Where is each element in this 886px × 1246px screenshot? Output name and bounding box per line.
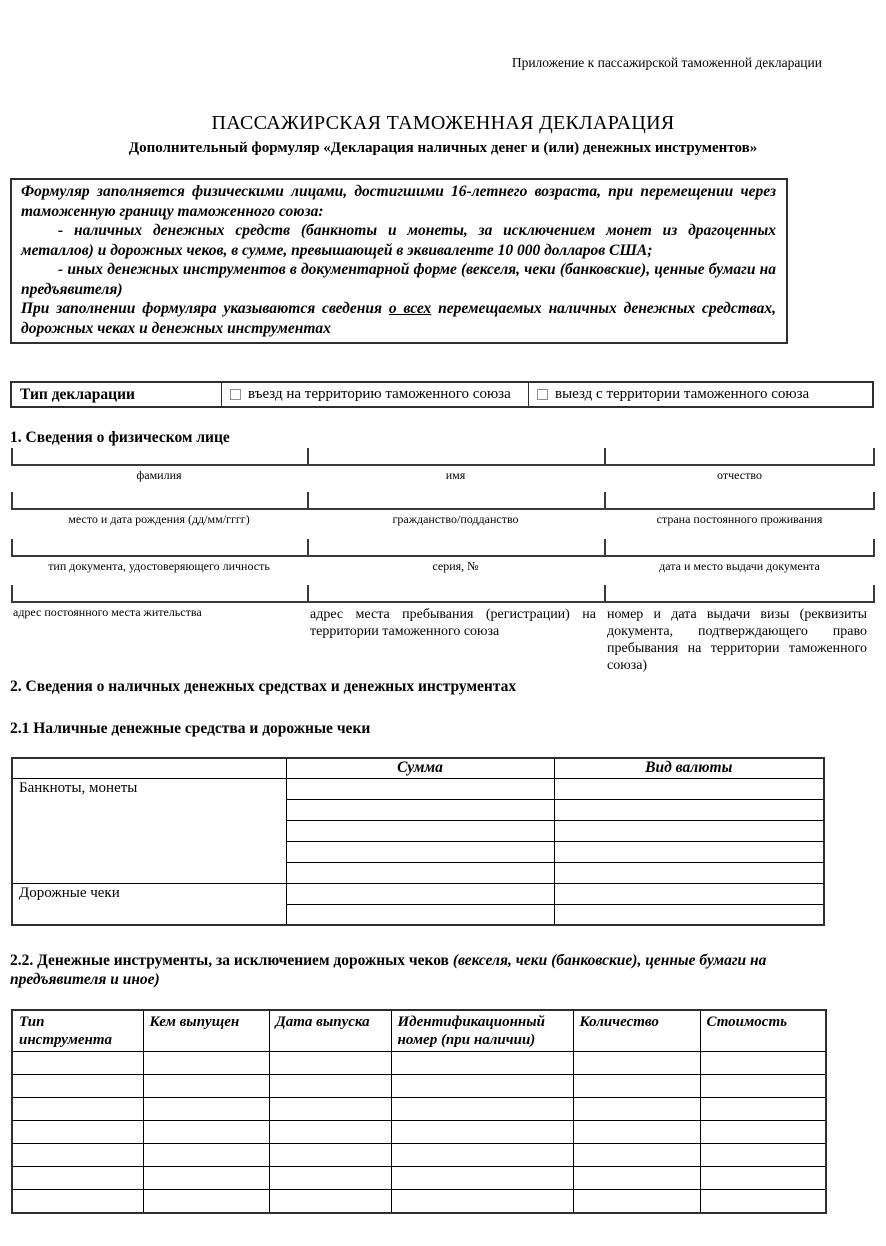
birth-citizenship-labels-row bbox=[11, 510, 875, 526]
table-row bbox=[12, 1190, 826, 1213]
residence-country-field[interactable] bbox=[604, 492, 875, 508]
declaration-type-row bbox=[10, 381, 874, 408]
identification-number-header: Идентификационный номер (при наличии) bbox=[391, 1010, 573, 1052]
citizenship-field[interactable] bbox=[307, 492, 604, 508]
cash-table-corner-cell bbox=[12, 758, 286, 778]
entry-checkbox[interactable] bbox=[230, 389, 241, 400]
table-row bbox=[12, 1167, 826, 1190]
checks-sum-cell[interactable] bbox=[286, 904, 554, 925]
instrument-cell[interactable] bbox=[700, 1075, 826, 1098]
stay-address-field[interactable] bbox=[307, 585, 604, 601]
banknotes-currency-cell[interactable] bbox=[554, 799, 824, 820]
instrument-cell[interactable] bbox=[573, 1121, 700, 1144]
instrument-cell[interactable] bbox=[12, 1121, 143, 1144]
instrument-cell[interactable] bbox=[391, 1052, 573, 1075]
currency-column-header: Вид валюты bbox=[554, 758, 824, 778]
intro-item-instruments: - иных денежных инструментов в документарной форме (векселя, чеки (банковские), ценные бумаги на предъявителя) bbox=[21, 261, 776, 298]
series-number-field[interactable] bbox=[307, 539, 604, 555]
checks-currency-cell[interactable] bbox=[554, 904, 824, 925]
instrument-cell[interactable] bbox=[12, 1075, 143, 1098]
document-labels-row bbox=[11, 557, 875, 573]
banknotes-sum-cell[interactable] bbox=[286, 820, 554, 841]
section1-heading: 1. Сведения о физическом лице bbox=[10, 429, 230, 446]
banknotes-currency-cell[interactable] bbox=[554, 862, 824, 883]
table-row bbox=[12, 883, 824, 904]
patronymic-label: отчество bbox=[717, 468, 762, 482]
checks-currency-cell[interactable] bbox=[554, 883, 824, 904]
id-document-type-field[interactable] bbox=[11, 539, 307, 555]
instrument-cell[interactable] bbox=[143, 1052, 269, 1075]
table-row bbox=[12, 778, 824, 799]
entry-option-cell[interactable] bbox=[221, 383, 528, 406]
instrument-cell[interactable] bbox=[700, 1121, 826, 1144]
address-fields-row bbox=[11, 585, 875, 603]
exit-option-cell[interactable] bbox=[528, 383, 872, 406]
instrument-cell[interactable] bbox=[573, 1052, 700, 1075]
address-labels-row bbox=[11, 603, 875, 674]
instrument-cell[interactable] bbox=[573, 1075, 700, 1098]
banknotes-sum-cell[interactable] bbox=[286, 778, 554, 799]
cash-table-header-row bbox=[12, 758, 824, 778]
instrument-cell[interactable] bbox=[269, 1052, 391, 1075]
table-row bbox=[12, 1121, 826, 1144]
page-subtitle: Дополнительный формуляр «Декларация наличных денег и (или) денежных инструментов» bbox=[128, 140, 758, 156]
permanent-address-field[interactable] bbox=[11, 585, 307, 601]
instrument-cell[interactable] bbox=[391, 1190, 573, 1213]
banknotes-sum-cell[interactable] bbox=[286, 799, 554, 820]
intro-item-cash: - наличных денежных средств (банкноты и монеты, за исключением монет из драгоценных металлов) и дорожных чеков, в сумме, превышающей в эквиваленте 10 000 долларов США; bbox=[21, 222, 776, 259]
instrument-cell[interactable] bbox=[700, 1167, 826, 1190]
instrument-cell[interactable] bbox=[700, 1190, 826, 1213]
instrument-cell[interactable] bbox=[269, 1190, 391, 1213]
table-row bbox=[12, 1075, 826, 1098]
instrument-cell[interactable] bbox=[143, 1144, 269, 1167]
banknotes-sum-cell[interactable] bbox=[286, 841, 554, 862]
document-fields-row bbox=[11, 539, 875, 557]
intro-paragraph-2: При заполнении формуляра указываются сведения о всех перемещаемых наличных денежных средствах, дорожных чеках и денежных инструментах bbox=[21, 300, 776, 337]
instrument-cell[interactable] bbox=[573, 1098, 700, 1121]
citizenship-label: гражданство/подданство bbox=[392, 512, 519, 526]
sum-column-header: Сумма bbox=[286, 758, 554, 778]
section21-heading: 2.1 Наличные денежные средства и дорожные чеки bbox=[10, 720, 371, 737]
quantity-header: Количество bbox=[573, 1010, 700, 1052]
instrument-cell[interactable] bbox=[143, 1098, 269, 1121]
instrument-cell[interactable] bbox=[143, 1075, 269, 1098]
table-row bbox=[12, 1052, 826, 1075]
instrument-cell[interactable] bbox=[143, 1121, 269, 1144]
series-number-label: серия, № bbox=[432, 559, 479, 573]
instrument-cell[interactable] bbox=[12, 1098, 143, 1121]
permanent-address-label: адрес постоянного места жительства bbox=[13, 605, 202, 619]
instrument-cell[interactable] bbox=[143, 1167, 269, 1190]
cash-and-checks-table bbox=[11, 757, 825, 926]
exit-option-label: выезд с территории таможенного союза bbox=[555, 386, 810, 402]
checks-sum-cell[interactable] bbox=[286, 883, 554, 904]
banknotes-currency-cell[interactable] bbox=[554, 841, 824, 862]
instrument-cell[interactable] bbox=[391, 1121, 573, 1144]
birth-citizenship-fields-row bbox=[11, 492, 875, 510]
instrument-cell[interactable] bbox=[269, 1167, 391, 1190]
page-title: ПАССАЖИРСКАЯ ТАМОЖЕННАЯ ДЕКЛАРАЦИЯ bbox=[211, 112, 675, 134]
instrument-cell[interactable] bbox=[269, 1121, 391, 1144]
all-underlined-text: о всех bbox=[388, 300, 432, 317]
annex-note: Приложение к пассажирской таможенной декларации bbox=[511, 55, 822, 70]
banknotes-currency-cell[interactable] bbox=[554, 820, 824, 841]
instrument-cell[interactable] bbox=[573, 1144, 700, 1167]
instrument-cell[interactable] bbox=[269, 1098, 391, 1121]
name-labels-row bbox=[11, 466, 875, 482]
section22-heading: 2.2. Денежные инструменты, за исключением дорожных чеков (векселя, чеки (банковские), ценные бумаги на предъявителя и иное) bbox=[10, 952, 767, 988]
banknotes-row-label: Банкноты, монеты bbox=[12, 778, 286, 883]
travel-checks-row-label: Дорожные чеки bbox=[12, 883, 286, 925]
instrument-cell[interactable] bbox=[391, 1098, 573, 1121]
instrument-cell[interactable] bbox=[12, 1190, 143, 1213]
name-fields-row bbox=[11, 448, 875, 466]
firstname-field[interactable] bbox=[307, 448, 604, 464]
instruments-header-row bbox=[12, 1010, 826, 1052]
patronymic-field[interactable] bbox=[604, 448, 875, 464]
instrument-cell[interactable] bbox=[573, 1167, 700, 1190]
banknotes-sum-cell[interactable] bbox=[286, 862, 554, 883]
monetary-instruments-table bbox=[11, 1009, 827, 1214]
intro-paragraph-1: Формуляр заполняется физическими лицами, достигшими 16-летнего возраста, при перемещении через таможенную границу таможенного союза: bbox=[21, 183, 776, 220]
instrument-cell[interactable] bbox=[700, 1098, 826, 1121]
entry-option-label: въезд на территорию таможенного союза bbox=[248, 386, 511, 402]
intro-box bbox=[10, 178, 788, 344]
banknotes-currency-cell[interactable] bbox=[554, 778, 824, 799]
birth-place-date-field[interactable] bbox=[11, 492, 307, 508]
instrument-cell[interactable] bbox=[391, 1167, 573, 1190]
instrument-type-header: Тип инструмента bbox=[12, 1010, 143, 1052]
instrument-cell[interactable] bbox=[391, 1144, 573, 1167]
instrument-cell[interactable] bbox=[700, 1052, 826, 1075]
issue-date-place-field[interactable] bbox=[604, 539, 875, 555]
table-row bbox=[12, 1098, 826, 1121]
section22-heading-italic: (векселя, чеки (банковские), ценные бумаги на предъявителя и иное) bbox=[10, 952, 767, 988]
instrument-cell[interactable] bbox=[269, 1075, 391, 1098]
instrument-cell[interactable] bbox=[12, 1167, 143, 1190]
section2-heading: 2. Сведения о наличных денежных средствах и денежных инструментах bbox=[10, 678, 517, 695]
table-row bbox=[12, 1144, 826, 1167]
instrument-cell[interactable] bbox=[700, 1144, 826, 1167]
instrument-cell[interactable] bbox=[12, 1052, 143, 1075]
surname-label: фамилия bbox=[136, 468, 182, 482]
id-document-type-label: тип документа, удостоверяющего личность bbox=[48, 559, 270, 573]
birth-place-date-label: место и дата рождения (дд/мм/гггг) bbox=[68, 512, 250, 526]
instrument-cell[interactable] bbox=[12, 1144, 143, 1167]
instrument-cell[interactable] bbox=[391, 1075, 573, 1098]
issued-by-header: Кем выпущен bbox=[143, 1010, 269, 1052]
issue-date-place-label: дата и место выдачи документа bbox=[659, 559, 820, 573]
issue-date-header: Дата выпуска bbox=[269, 1010, 391, 1052]
instrument-cell[interactable] bbox=[573, 1190, 700, 1213]
stay-address-label: адрес места пребывания (регистрации) на территории таможенного союза bbox=[310, 607, 596, 639]
visa-details-label: номер и дата выдачи визы (реквизиты документа, подтверждающего право пребывания на территории таможенного союза) bbox=[607, 607, 867, 673]
residence-country-label: страна постоянного проживания bbox=[656, 512, 823, 526]
visa-details-field[interactable] bbox=[604, 585, 875, 601]
instrument-cell[interactable] bbox=[143, 1190, 269, 1213]
instrument-cell[interactable] bbox=[269, 1144, 391, 1167]
declaration-type-label: Тип декларации bbox=[20, 385, 135, 403]
exit-checkbox[interactable] bbox=[537, 389, 548, 400]
firstname-label: имя bbox=[445, 468, 466, 482]
value-header: Стоимость bbox=[700, 1010, 826, 1052]
surname-field[interactable] bbox=[11, 448, 307, 464]
